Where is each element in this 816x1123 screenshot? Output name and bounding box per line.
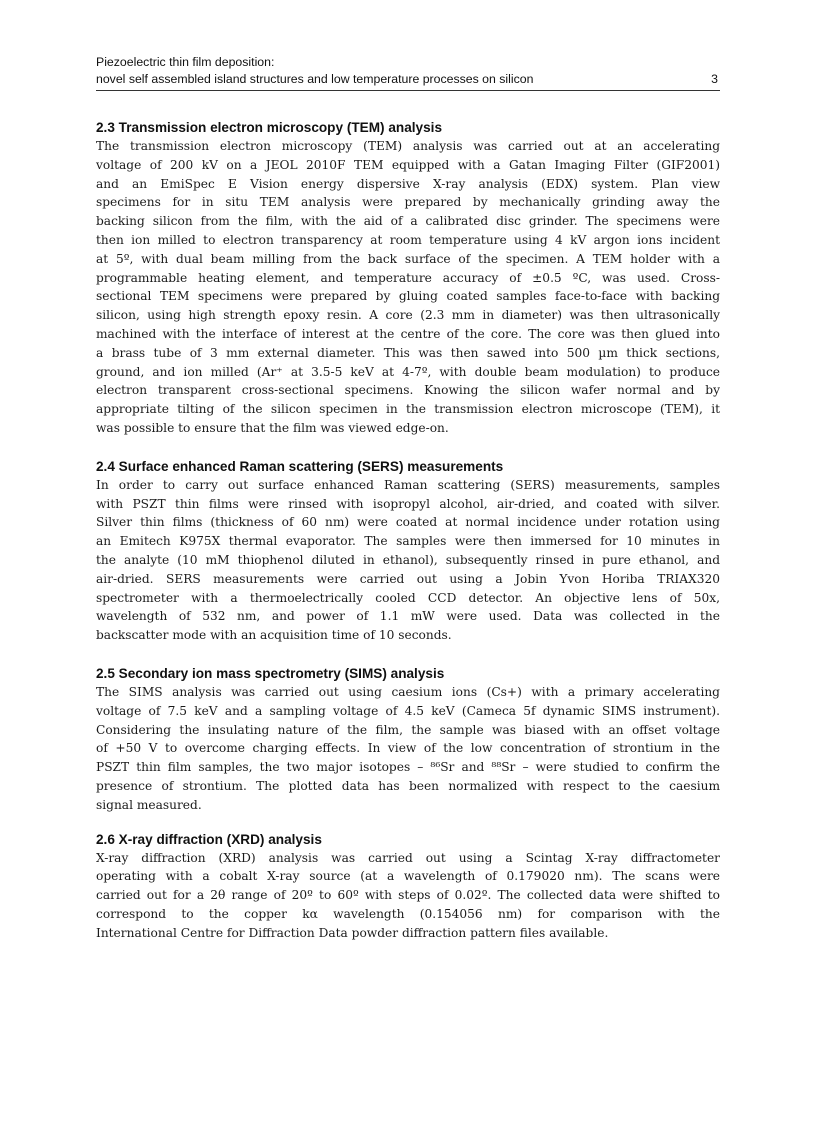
section-paragraph: [96, 137, 720, 438]
text-line: signal measured.: [96, 797, 202, 812]
text-line: presence of strontium. The plotted data has been normalized with respect to the caesium: [96, 778, 720, 793]
text-line: backscatter mode with an acquisition time of 10 seconds.: [96, 628, 452, 643]
header-title-line2: novel self assembled island structures and low temperature processes on silicon: [96, 72, 534, 86]
text-line: The transmission electron microscopy (TEM) analysis was carried out at an accelerating: [96, 139, 720, 153]
section: [96, 118, 720, 438]
text-line: silicon, using high strength epoxy resin. A core (2.3 mm in diameter) was then ultrasonically: [96, 308, 720, 323]
text-line: spectrometer with a thermoelectrically cooled CCD detector. An objective lens of 50x,: [96, 590, 720, 605]
text-line: Considering the insulating nature of the film, the sample was biased with an offset voltage: [96, 722, 720, 737]
section-heading: 2.6 X-ray diffraction (XRD) analysis: [96, 831, 322, 847]
text-line: voltage of 200 kV on a JEOL 2010F TEM equipped with a Gatan Imaging Filter (GIF2001): [96, 157, 720, 172]
text-line: X-ray diffraction (XRD) analysis was carried out using a Scintag X-ray diffractometer: [96, 850, 720, 865]
text-line: carried out for a 2θ range of 20º to 60º with steps of 0.02º. The collected data were shifted to: [96, 888, 720, 903]
section-heading: 2.4 Surface enhanced Raman scattering (SERS) measurements: [96, 458, 504, 474]
text-line: operating with a cobalt X-ray source (at a wavelength of 0.179020 nm). The scans were: [96, 869, 720, 884]
section-gap: [96, 645, 720, 664]
section: [96, 457, 720, 645]
text-line: then ion milled to electron transparency at room temperature using 4 kV argon ions incident: [96, 232, 720, 247]
text-line: the analyte (10 mM thiophenol diluted in ethanol), subsequently rinsed in pure ethanol, and: [96, 552, 720, 567]
text-line: electron transparent cross-sectional specimens. Knowing the silicon wafer normal and by: [96, 383, 720, 398]
section-paragraph: [96, 476, 720, 645]
section: [96, 664, 720, 815]
page-number: 3: [711, 72, 718, 86]
text-line: an Emitech K975X thermal evaporator. The samples were then immersed for 10 minutes in: [96, 534, 720, 549]
header-title-line1: Piezoelectric thin film deposition:: [96, 55, 275, 69]
section: [96, 830, 720, 943]
section-heading: 2.5 Secondary ion mass spectrometry (SIMS) analysis: [96, 665, 445, 681]
section-gap: [96, 815, 720, 830]
text-line: The SIMS analysis was carried out using caesium ions (Cs+) with a primary accelerating: [96, 684, 720, 699]
section-paragraph: [96, 683, 720, 815]
main-content: [96, 118, 720, 942]
text-line: sectional TEM specimens were prepared by gluing coated samples face-to-face with backing: [96, 289, 720, 304]
text-line: with PSZT thin films were rinsed with isopropyl alcohol, air-dried, and coated with silver.: [96, 496, 720, 511]
section-paragraph: [96, 849, 720, 943]
text-line: voltage of 7.5 keV and a sampling voltage of 4.5 keV (Cameca 5f dynamic SIMS instrument).: [96, 703, 720, 718]
text-line: backing silicon from the film, with the aid of a calibrated disc grinder. The specimens were: [96, 214, 720, 229]
text-line: PSZT thin film samples, the two major isotopes – ⁸⁶Sr and ⁸⁸Sr – were studied to confirm the: [96, 760, 720, 775]
text-line: appropriate tilting of the silicon specimen in the transmission electron microscope (TEM), it: [96, 402, 720, 417]
text-line: ground, and ion milled (Ar⁺ at 3.5-5 keV at 4-7º, with double beam modulation) to produce: [96, 364, 720, 379]
text-line: correspond to the copper kα wavelength (0.154056 nm) for comparison with the: [96, 906, 720, 921]
header-rule: [96, 90, 720, 91]
text-line: programmable heating element, and temperature accuracy of ±0.5 ºC, was used. Cross-: [96, 270, 720, 285]
text-line: at 5º, with dual beam milling from the back surface of the specimen. A TEM holder with a: [96, 251, 720, 266]
text-line: International Centre for Diffraction Data powder diffraction pattern files available.: [96, 925, 609, 940]
text-line: of +50 V to overcome charging effects. In view of the low concentration of strontium in the: [96, 741, 720, 756]
text-line: machined with the interface of interest at the centre of the core. The core was then glued into: [96, 326, 720, 341]
running-header: [96, 54, 720, 88]
text-line: a brass tube of 3 mm external diameter. This was then sawed into 500 µm thick sections,: [96, 345, 720, 360]
section-heading: 2.3 Transmission electron microscopy (TEM) analysis: [96, 120, 443, 135]
text-line: wavelength of 532 nm, and power of 1.1 mW were used. Data was collected in the: [96, 609, 720, 624]
text-line: was possible to ensure that the film was viewed edge-on.: [96, 420, 449, 435]
section-gap: [96, 438, 720, 457]
text-line: and an EmiSpec E Vision energy dispersive X-ray analysis (EDX) system. Plan view: [96, 176, 720, 191]
text-line: air-dried. SERS measurements were carried out using a Jobin Yvon Horiba TRIAX320: [96, 571, 720, 586]
text-line: Silver thin films (thickness of 60 nm) were coated at normal incidence under rotation using: [96, 515, 720, 530]
text-line: specimens for in situ TEM analysis were prepared by mechanically grinding away the: [96, 195, 720, 210]
text-line: In order to carry out surface enhanced Raman scattering (SERS) measurements, samples: [96, 477, 720, 492]
